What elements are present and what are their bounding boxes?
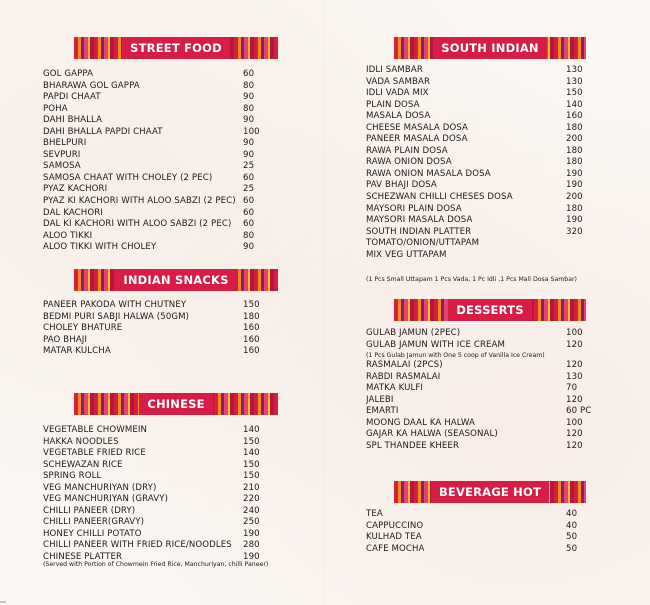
menu-item-price: 180: [566, 145, 583, 156]
street-food-item: [43, 138, 283, 150]
south-indian-item: [366, 157, 606, 169]
menu-item-price: 160: [243, 323, 260, 334]
indian-snacks-item: [43, 312, 283, 324]
street-food-item: [43, 208, 283, 220]
menu-item-price: 60: [243, 219, 255, 230]
menu-item-name: MAYSORI MASALA DOSA: [366, 215, 473, 226]
page-edge-mark: [0, 601, 6, 603]
menu-item-price: 150: [566, 88, 583, 99]
south-indian-item: [366, 134, 606, 146]
south-indian-item: [366, 180, 606, 192]
menu-item-name: SEVPURI: [43, 149, 81, 160]
street-food-item: [43, 104, 283, 116]
menu-item-price: 250: [243, 517, 260, 528]
street-food-banner: [74, 37, 278, 59]
menu-item-name: PAPDI CHAAT: [43, 92, 101, 103]
menu-item-name: SAMOSA: [43, 161, 81, 172]
menu-item-name: VEGETABLE FRIED RICE: [43, 448, 146, 459]
menu-item-price: 60 PC: [566, 406, 592, 417]
south-indian-item: [366, 65, 606, 77]
menu-item-price: 150: [243, 436, 260, 447]
menu-item-name: JALEBI: [366, 394, 394, 405]
menu-item-price: 150: [243, 300, 260, 310]
menu-item-name: PANEER MASALA DOSA: [366, 134, 468, 145]
menu-item-price: 140: [243, 425, 260, 435]
menu-item-price: 220: [243, 494, 260, 505]
menu-item-name: SPRING ROLL: [43, 471, 102, 482]
chinese-item: [43, 540, 283, 552]
menu-item-price: 60: [243, 207, 255, 218]
menu-item-price: 90: [243, 138, 255, 149]
street-food-list: [43, 69, 283, 254]
menu-item-name: MAYSORI PLAIN DOSA: [366, 203, 462, 214]
menu-item-name: VEG MANCHURIYAN (DRY): [43, 482, 157, 493]
menu-item-name: CHILLI PANEER(GRAVY): [43, 517, 145, 528]
menu-item-name: PYAZ KI KACHORI WITH ALOO SABZI (2 PEC): [43, 196, 236, 207]
desserts-item: [366, 406, 606, 418]
street-food-item: [43, 150, 283, 162]
street-food-item: [43, 115, 283, 127]
menu-item-name: CHILLI PANEER (DRY): [43, 505, 136, 516]
menu-item-price: 100: [566, 328, 583, 338]
menu-item-price: 25: [243, 184, 255, 195]
menu-item-name: PAO BHAJI: [43, 334, 88, 345]
menu-item-price: 200: [566, 134, 583, 145]
menu-item-price: 180: [243, 311, 260, 322]
menu-item-name: TOMATO/ONION/UTTAPAM: [366, 238, 480, 249]
street-food-item: [43, 219, 283, 231]
menu-item-price: 280: [243, 540, 260, 551]
indian-snacks-banner: [74, 269, 278, 291]
menu-item-price: 60: [243, 196, 255, 207]
menu-item-price: 150: [243, 459, 260, 470]
desserts-item: [366, 372, 606, 384]
menu-item-name: GULAB JAMUN (2PEC): [366, 328, 461, 338]
menu-item-price: 210: [243, 482, 260, 493]
desserts-item: [366, 340, 606, 352]
south-indian-banner: [394, 37, 586, 59]
chinese-item: [43, 529, 283, 541]
menu-item-price: 200: [566, 192, 583, 203]
menu-item-price: 120: [566, 394, 583, 405]
menu-item-name: MATKA KULFI: [366, 383, 424, 394]
menu-item-name: HONEY CHILLI POTATO: [43, 528, 142, 539]
street-food-item: [43, 69, 283, 81]
desserts-banner: [394, 299, 586, 321]
menu-item-name: PAV BHAJI DOSA: [366, 180, 437, 191]
menu-item-name: MASALA DOSA: [366, 111, 431, 122]
menu-item-name: PANEER PAKODA WITH CHUTNEY: [43, 300, 187, 310]
beverage-hot-banner: [394, 481, 586, 503]
south-indian-item: [366, 100, 606, 112]
chinese-item: [43, 483, 283, 495]
desserts-item: [366, 383, 606, 395]
desserts-item: [366, 360, 606, 372]
street-food-item: [43, 242, 283, 254]
beverage-hot-item: [366, 532, 606, 544]
menu-item-price: 70: [566, 383, 578, 394]
desserts-title: DESSERTS: [448, 299, 531, 321]
menu-item-price: 80: [243, 230, 255, 241]
street-food-item: [43, 92, 283, 104]
desserts-item: [366, 395, 606, 407]
south-indian-item: [366, 77, 606, 89]
chinese-item: [43, 460, 283, 472]
menu-item-name: POHA: [43, 103, 68, 114]
menu-item-price: 80: [243, 103, 255, 114]
street-food-item: [43, 184, 283, 196]
desserts-item: [366, 418, 606, 430]
menu-item-price: 120: [566, 440, 583, 451]
menu-item-name: SPL THANDEE KHEER: [366, 440, 460, 451]
menu-item-price: 140: [566, 99, 583, 110]
menu-item-name: SCHEZWAN CHILLI CHESES DOSA: [366, 192, 513, 203]
menu-item-price: 90: [243, 242, 255, 253]
menu-item-price: 90: [243, 149, 255, 160]
menu-item-name: GULAB JAMUN WITH ICE CREAM: [366, 339, 506, 350]
beverage-hot-list: [366, 509, 606, 555]
menu-item-name: EMARTI: [366, 406, 399, 417]
menu-item-name: ALOO TIKKI WITH CHOLEY: [43, 242, 157, 253]
menu-item-price: 80: [243, 80, 255, 91]
indian-snacks-item: [43, 346, 283, 358]
menu-item-name: VEG MANCHURIYAN (GRAVY): [43, 494, 169, 505]
chinese-item: [43, 448, 283, 460]
menu-item-name: MOONG DAAL KA HALWA: [366, 417, 475, 428]
gulab-jamun-note: (1 Pcs Gulab Jamun with One 5 coop of Vanilla Ice Cream): [366, 352, 545, 360]
street-food-item: [43, 81, 283, 93]
menu-item-name: SAMOSA CHAAT WITH CHOLEY (2 PEC): [43, 172, 213, 183]
menu-item-name: IDLI SAMBAR: [366, 65, 423, 75]
south-indian-title: SOUTH INDIAN: [433, 37, 547, 59]
south-indian-list: [366, 65, 606, 261]
desserts-item: [366, 328, 606, 340]
desserts-item: [366, 441, 606, 453]
chinese-item: [43, 517, 283, 529]
menu-item-price: 190: [243, 528, 260, 539]
menu-item-price: 120: [566, 429, 583, 440]
menu-item-price: 190: [566, 168, 583, 179]
south-indian-item: [366, 169, 606, 181]
menu-item-price: 60: [243, 69, 255, 79]
menu-item-name: BHELPURI: [43, 138, 87, 149]
menu-item-name: CHEESE MASALA DOSA: [366, 122, 468, 133]
menu-item-name: DAL KACHORI: [43, 207, 103, 218]
desserts-item: [366, 429, 606, 441]
indian-snacks-list: [43, 300, 283, 358]
street-food-title: STREET FOOD: [122, 37, 230, 59]
menu-item-name: ALOO TIKKI: [43, 230, 93, 241]
south-indian-item: [366, 146, 606, 158]
indian-snacks-item: [43, 335, 283, 347]
chinese-item: [43, 506, 283, 518]
menu-item-name: PYAZ KACHORI: [43, 184, 108, 195]
menu-item-name: DAHI BHALLA: [43, 115, 103, 126]
menu-item-price: 190: [566, 180, 583, 191]
menu-item-name: TEA: [366, 509, 383, 519]
south-indian-platter-note: (1 Pcs Small Uttapam 1 Pcs Vada, 1 Pc Idli ,1 Pcs Mall Dosa Sambar): [366, 276, 577, 283]
beverage-hot-item: [366, 509, 606, 521]
menu-item-price: 50: [566, 532, 578, 543]
menu-item-name: RAWA PLAIN DOSA: [366, 145, 448, 156]
chinese-item: [43, 425, 283, 437]
menu-item-price: [566, 238, 606, 250]
menu-item-price: 190: [243, 552, 260, 563]
indian-snacks-item: [43, 300, 283, 312]
menu-item-price: 320: [566, 226, 583, 237]
menu-item-price: 160: [566, 111, 583, 122]
chinese-item: [43, 494, 283, 506]
menu-item-name: KULHAD TEA: [366, 532, 422, 543]
menu-item-price: 160: [243, 334, 260, 345]
menu-item-price: 190: [566, 215, 583, 226]
indian-snacks-title: INDIAN SNACKS: [115, 269, 236, 291]
street-food-item: [43, 231, 283, 243]
south-indian-item: [366, 215, 606, 227]
menu-item-name: RAWA ONION DOSA: [366, 157, 452, 168]
menu-item-price: 150: [243, 471, 260, 482]
menu-item-name: HAKKA NOODLES: [43, 436, 119, 447]
menu-item-price: 130: [566, 65, 583, 75]
menu-item-price: 130: [566, 371, 583, 382]
menu-item-name: GAJAR KA HALWA (SEASONAL): [366, 429, 498, 440]
menu-item-name: MATAR KULCHA: [43, 346, 111, 357]
street-food-item: [43, 173, 283, 185]
menu-item-name: SOUTH INDIAN PLATTER: [366, 226, 472, 237]
menu-item-price: 100: [566, 417, 583, 428]
menu-item-price: 180: [566, 203, 583, 214]
menu-item-price: [566, 250, 606, 262]
menu-item-price: 100: [243, 126, 260, 137]
menu-item-price: 180: [566, 157, 583, 168]
menu-item-name: VADA SAMBAR: [366, 76, 431, 87]
menu-item-price: 120: [566, 339, 583, 350]
menu-item-price: 160: [243, 346, 260, 357]
menu-item-price: 90: [243, 115, 255, 126]
menu-item-name: MIX VEG UTTAPAM: [366, 249, 447, 260]
menu-item-name: PLAIN DOSA: [366, 99, 420, 110]
beverage-hot-item: [366, 544, 606, 556]
menu-item-name: SCHEWAZAN RICE: [43, 459, 123, 470]
menu-item-name: RASMALAI (2PCS): [366, 360, 443, 371]
street-food-item: [43, 196, 283, 208]
south-indian-item: [366, 227, 606, 239]
south-indian-item: [366, 123, 606, 135]
menu-item-price: 25: [243, 161, 255, 172]
menu-item-name: CHINESE PLATTER: [43, 552, 123, 563]
chinese-list: [43, 425, 283, 564]
south-indian-item: [366, 88, 606, 100]
menu-item-name: RABDI RASMALAI: [366, 371, 441, 382]
menu-item-price: 40: [566, 520, 578, 531]
menu-item-name: CAFÉ MOCHA: [366, 543, 425, 554]
indian-snacks-item: [43, 323, 283, 335]
desserts-list: [366, 328, 606, 452]
beverage-hot-item: [366, 521, 606, 533]
menu-item-name: VEGETABLE CHOWMEIN: [43, 425, 148, 435]
menu-item-name: DAHI BHALLA PAPDI CHAAT: [43, 126, 163, 137]
chinese-item: [43, 437, 283, 449]
south-indian-item: [366, 192, 606, 204]
menu-item-price: 50: [566, 543, 578, 554]
menu-item-price: 140: [243, 448, 260, 459]
page-fold: [324, 0, 325, 605]
menu-item-price: 130: [566, 76, 583, 87]
menu-item-name: IDLI VADA MIX: [366, 88, 429, 99]
menu-item-price: 240: [243, 505, 260, 516]
menu-item-name: CAPPUCCINO: [366, 520, 424, 531]
menu-item-name: DAL KI KACHORI WITH ALOO SABZI (2 PEC): [43, 219, 232, 230]
menu-item-price: 180: [566, 122, 583, 133]
menu-item-name: GOL GAPPA: [43, 69, 94, 79]
street-food-item: [43, 127, 283, 139]
south-indian-item: [366, 204, 606, 216]
menu-item-name: BHARAWA GOL GAPPA: [43, 80, 140, 91]
menu-item-name: RAWA ONION MASALA DOSA: [366, 168, 491, 179]
menu-item-price: 120: [566, 360, 583, 371]
chinese-title: CHINESE: [139, 393, 212, 415]
south-indian-item: [366, 111, 606, 123]
menu-item-name: CHILLI PANEER WITH FRIED RICE/NOODLES: [43, 540, 232, 551]
chinese-platter-note: (Served with Portion of Chowmein Fried Rice, Manchuriyan, chilli Paneer): [43, 561, 269, 568]
south-indian-item: [366, 238, 606, 250]
south-indian-item: [366, 250, 606, 262]
menu-item-name: CHOLEY BHATURE: [43, 323, 123, 334]
chinese-item: [43, 471, 283, 483]
menu-item-price: 40: [566, 509, 578, 519]
beverage-hot-title: BEVERAGE HOT: [431, 481, 549, 503]
menu-item-price: 60: [243, 172, 255, 183]
menu-item-name: BEDMI PURI SABJI HALWA (50GM): [43, 311, 190, 322]
street-food-item: [43, 161, 283, 173]
menu-item-price: 90: [243, 92, 255, 103]
chinese-banner: [74, 393, 278, 415]
